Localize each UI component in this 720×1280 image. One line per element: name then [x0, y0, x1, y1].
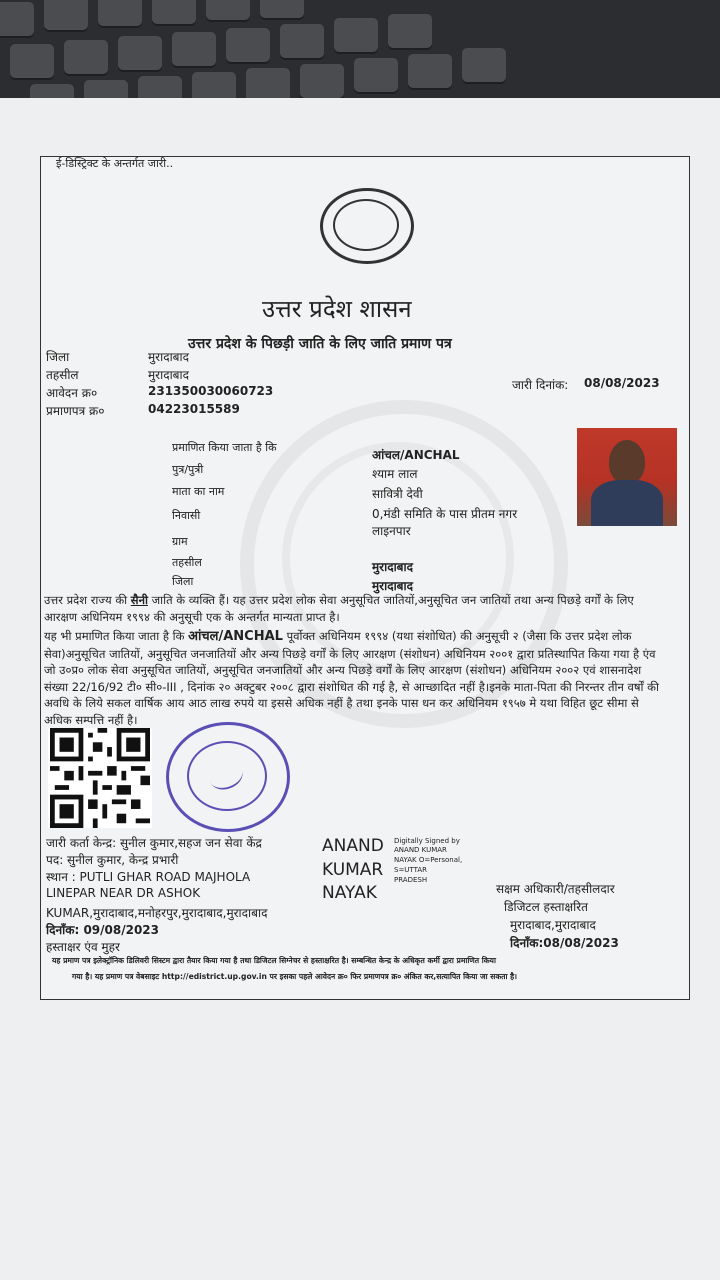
issuer-place-line3: KUMAR,मुरादाबाद,मनोहरपुर,मुरादाबाद,मुरादाबाद [46, 906, 268, 920]
residence-line1: 0,मंडी समिति के पास प्रीतम नगर [372, 507, 518, 521]
issuer-date: दिनाँक: 09/08/2023 [46, 923, 160, 937]
digital-sign-note-line3: NAYAK O=Personal, [394, 856, 463, 864]
district-value: मुरादाबाद [148, 350, 190, 364]
footer-line1: यह प्रमाण पत्र इलेक्ट्रॉनिक डिलिवरी सिस्टम द्वारा तैयार किया गया है तथा डिजिटल सिग्नेचर से हस्ताक्षरित है। सम्बन्धित केन्द्र के अधिकृत कर्मी द्वारा प्रमाणित किया [52, 956, 496, 965]
tehsil-detail-value: मुरादाबाद [372, 560, 414, 574]
digital-sign-note-line1: Digitally Signed by [394, 837, 460, 845]
tehsil-value: मुरादाबाद [148, 368, 190, 382]
certified-label: प्रमाणित किया जाता है कि [172, 441, 277, 454]
father-name: श्याम लाल [372, 467, 418, 481]
tehsil-label: तहसील [46, 368, 79, 382]
issuer-sign-label: हस्ताक्षर एंव मुहर [46, 940, 120, 954]
certificate-number-label: प्रमाणपत्र क्र० [46, 404, 105, 418]
district-detail-value: मुरादाबाद [372, 579, 414, 593]
district-label: जिला [46, 350, 70, 364]
official-seal-stamp [166, 722, 290, 832]
mother-name: सावित्री देवी [372, 487, 423, 501]
certificate-subtitle: उत्तर प्रदेश के पिछड़ी जाति के लिए जाति प्रमाण पत्र [188, 336, 452, 352]
residence-label: निवासी [172, 509, 201, 522]
digital-signer-name-line1: ANAND [322, 836, 384, 856]
header-note: ई-डिस्ट्रिक्ट के अन्तर्गत जारी.. [56, 157, 174, 170]
issuer-place-line2: LINEPAR NEAR DR ASHOK [46, 886, 201, 900]
tehsil-detail-label: तहसील [172, 556, 202, 569]
qr-code [48, 728, 152, 828]
issuing-center: जारी कर्ता केन्द्र: सुनील कुमार,सहज जन सेवा केंद्र [46, 836, 262, 850]
authority-place: मुरादाबाद,मुरादाबाद [510, 918, 596, 932]
application-number: 231350030060723 [148, 384, 274, 398]
authority-date: दिनाँक:08/08/2023 [510, 936, 619, 950]
authority-title: सक्षम अधिकारी/तहसीलदार [496, 882, 615, 896]
mother-label: माता का नाम [172, 485, 225, 498]
father-label: पुत्र/पुत्री [172, 463, 204, 476]
digital-signer-name-line3: NAYAK [322, 883, 377, 903]
up-government-emblem [320, 188, 414, 264]
certificate-number: 04223015589 [148, 402, 240, 416]
authority-sign: डिजिटल हस्ताक्षरित [504, 900, 588, 914]
holder-name: आंचल/ANCHAL [372, 448, 460, 462]
district-detail-label: जिला [172, 575, 194, 588]
digital-sign-note-line4: S=UTTAR [394, 866, 427, 874]
village-label: ग्राम [172, 535, 188, 548]
issuer-place-line1: स्थान : PUTLI GHAR ROAD MAJHOLA [46, 870, 251, 884]
issuer-post: पद: सुनील कुमार, केन्द्र प्रभारी [46, 853, 179, 867]
digital-signer-name-line2: KUMAR [322, 860, 384, 880]
caste-paragraph: उत्तर प्रदेश राज्य की सैनी जाति के व्यक्ति हैं। यह उत्तर प्रदेश लोक सेवा अनुसूचित जातियों,अनुसूचित जन जातियों तथा अन्य पिछड़े वर्गों के लिए आरक्षण अधिनियम १९९४ की अनुसूची एक के अन्तर्गत मान्यता प्राप्त है। [44, 593, 634, 624]
paragraph-holder-name: आंचल/ANCHAL [188, 629, 283, 644]
footer-line2: गया है। यह प्रमाण पत्र वेबसाइट http://edistrict.up.gov.in पर इसका पहले आवेदन क्र० फिर प्रमाणपत्र क्र० अंकित कर,सत्यापित किया जा सकता है। [72, 972, 518, 981]
digital-sign-note-line2: ANAND KUMAR [394, 846, 447, 854]
issue-date-label: जारी दिनांक: [512, 378, 569, 392]
creamy-layer-paragraph: यह भी प्रमाणित किया जाता है कि आंचल/ANCHAL पूर्वोक्त अधिनियम १९९४ (यथा संशोधित) की अनुसूची २ (जैसा कि उत्तर प्रदेश लोक सेवा)अनुसूचित जातियों, अनुसूचित जनजातियों और अन्य पिछड़े वर्गों के लिए आरक्षण (संशोधन) अधिनियम २००१ द्वारा प्रतिस्थापित किया गया है एंव जो उ०प्र० लोक सेवा अनुसूचित जातियों, अनुसूचित जनजातियों और अन्य पिछड़े वर्गों के लिए आरक्षण (संशोधन) अधिनियम २००२ एवं शासनादेश संख्या 22/16/92 टी० सी०-III , दिनांक २० अक्टुबर २००८ द्वारा संशोधित की गई है, से आच्छादित नहीं है।इनके माता-पिता की निरन्तर तीन वर्षों की अवधि के लिये सकल वार्षिक आय आठ लाख रुपये या इससे अधिक नहीं है तथा इनके पास धन कर अधिनियम १९५७ मे यथा विहित छूट सीमा से अधिक सम्पत्ति नहीं है। [44, 629, 659, 727]
applicant-photo [577, 428, 677, 526]
residence-line2: लाइनपार [372, 524, 411, 538]
caste-name: सैनी [130, 593, 148, 607]
issue-date: 08/08/2023 [584, 376, 660, 390]
digital-sign-note-line5: PRADESH [394, 876, 428, 884]
application-label: आवेदन क्र० [46, 386, 98, 400]
page-title: उत्तर प्रदेश शासन [262, 295, 412, 323]
